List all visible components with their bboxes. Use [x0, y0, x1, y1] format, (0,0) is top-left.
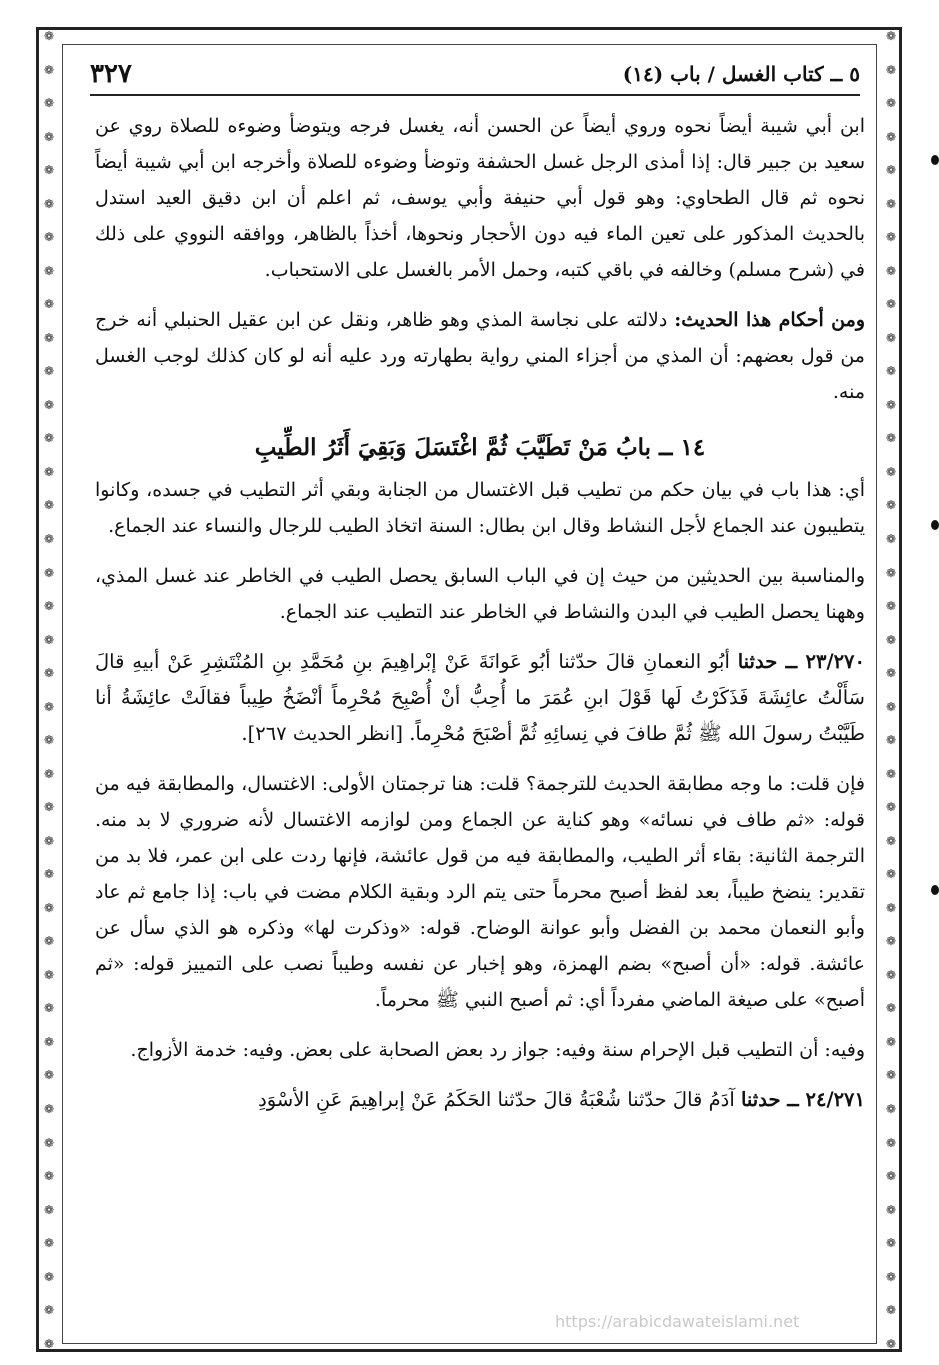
- hadith-body: أبُو النعمانِ قالَ حدّثنا أبُو عَوانَةَ عَنْ إبْراهِيمَ بنِ مُحَمَّدِ بنِ المُنْتَشِرِ عَنْ أبيهِ قالَ سَأَلْتُ عائِشَةَ فَذَكَرْتُ لَها قَوْلَ ابنِ عُمَرَ ما أُحِبُّ أنْ أُصْبِحَ مُحْرِماً أنْضَخُ طِيباً فقالَتْ عائِشَةُ أنا طَيَّبْتُ رسولَ الله ﷺ ثُمَّ طافَ في نِسائِهِ ثُمَّ أصْبَحَ مُحْرِماً. [انظر الحديث ٢٦٧].: [95, 650, 865, 745]
- paragraph: أي: هذا باب في بيان حكم من تطيب قبل الاغتسال من الجنابة وبقي أثر التطيب في جسده، وكانوا يتطيبون عند الجماع لأجل النشاط وقال ابن بطال: السنة اتخاذ الطيب للرجال والنساء عند الجماع.: [95, 479, 865, 537]
- paragraph-text: دلالته على نجاسة المذي وهو ظاهر، ونقل عن ابن عقيل الحنبلي أنه خرج من قول بعضهم: أن المذي من أجزاء المني رواية بطهارته ورد عليه أنه لو كان كذلك لوجب الغسل منه.: [95, 309, 865, 403]
- decorative-border-right: ❁ ❁ ❁ ❁ ❁ ❁ ❁ ❁ ❁ ❁ ❁ ❁ ❁ ❁ ❁ ❁ ❁ ❁ ❁ ❁ ❁ ❁ ❁ ❁ ❁ ❁ ❁ ❁ ❁ ❁ ❁ ❁ ❁ ❁ ❁ ❁ ❁ ❁ ❁ ❁: [885, 29, 897, 1351]
- margin-dot: [931, 885, 939, 895]
- paragraph: فإن قلت: ما وجه مطابقة الحديث للترجمة؟ قلت: هنا ترجمتان الأولى: الاغتسال، والمطابقة فيه من قوله: «ثم طاف في نسائه» وهو كناية عن الجماع ومن لوازمه الاغتسال لأنه ضروري لا بد منه. الترجمة الثانية: بقاء أثر الطيب، والمطابقة فيه من قول عائشة، فإنها ردت على ابن عمر، فلا بد من تقدير: ينضخ طيباً، بعد لفظ أصبح محرماً حتى يتم الرد وبقية الكلام مضت في باب: إذا جامع ثم عاد وأبو النعمان محمد بن الفضل وأبو عوانة الوضاح. قوله: «وذكرت لها» وذكره هو الذي سأل عن عائشة. قوله: «أن أصبح» بضم الهمزة، وهو إخبار عن نفسه وطيباً نصب على التمييز قوله: «ثم أصبح» على صيغة الماضي مفرداً أي: ثم أصبح النبي ﷺ محرماً.: [95, 773, 865, 1011]
- paragraph: ابن أبي شيبة أيضاً نحوه وروي أيضاً عن الحسن أنه، يغسل فرجه ويتوضأ وضوءه للصلاة روي عن سعيد بن جبير قال: إذا أمذى الرجل غسل الحشفة وتوضأ وضوءه للصلاة وأخرجه ابن أبي شيبة أيضاً نحوه ثم قال الطحاوي: وهو قول أبي حنيفة وأبي يوسف، ثم اعلم أن ابن دقيق العيد استدل بالحديث المذكور على تعين الماء فيه دون الأحجار ونحوها، أخذاً بالظاهر، ووافقه النووي على ذلك في (شرح مسلم) وخالفه في باقي كتبه، وحمل الأمر بالغسل على الاستحباب.: [95, 115, 865, 281]
- paragraph: وفيه: أن التطيب قبل الإحرام سنة وفيه: جواز رد بعض الصحابة على بعض. وفيه: خدمة الأزواج.: [130, 1039, 865, 1061]
- chapter-title: ١٤ ــ بابُ مَنْ تَطَيَّبَ ثُمَّ اغْتَسَلَ وَبَقِيَ أَثَرُ الطِّيبِ: [254, 434, 706, 461]
- margin-dot: [931, 520, 939, 530]
- hadith-number: ٢٤/٢٧١ ــ حدثنا: [740, 1088, 865, 1111]
- hadith-body: آدَمُ قالَ حدّثنا شُعْبَةُ قالَ حدّثنا الحَكَمُ عَنْ إبراهِيمَ عَنِ الأسْوَدِ: [258, 1088, 741, 1111]
- margin-dot: [931, 155, 939, 165]
- hadith-number: ٢٣/٢٧٠ ــ حدثنا: [737, 650, 865, 673]
- hadith-text: [95, 1082, 865, 1118]
- page-number: ٣٢٧: [90, 59, 132, 89]
- paragraph: والمناسبة بين الحديثين من حيث إن في الباب السابق يحصل الطيب في الخاطر عند غسل المذي، وههنا يحصل الطيب في البدن والنشاط في الخاطر عند التطيب عند الجماع.: [95, 565, 865, 623]
- page-content: [95, 108, 865, 1132]
- running-title: ٥ ــ كتاب الغسل / باب (١٤): [622, 62, 860, 86]
- bold-lead: ومن أحكام هذا الحديث:: [674, 309, 865, 331]
- page-header: [90, 58, 860, 96]
- paragraph: [95, 302, 865, 410]
- decorative-border-left: ❁ ❁ ❁ ❁ ❁ ❁ ❁ ❁ ❁ ❁ ❁ ❁ ❁ ❁ ❁ ❁ ❁ ❁ ❁ ❁ ❁ ❁ ❁ ❁ ❁ ❁ ❁ ❁ ❁ ❁ ❁ ❁ ❁ ❁ ❁ ❁ ❁ ❁ ❁ ❁: [43, 29, 55, 1351]
- hadith-text: [95, 644, 865, 752]
- watermark-url: https://arabicdawateislami.net: [555, 1312, 800, 1331]
